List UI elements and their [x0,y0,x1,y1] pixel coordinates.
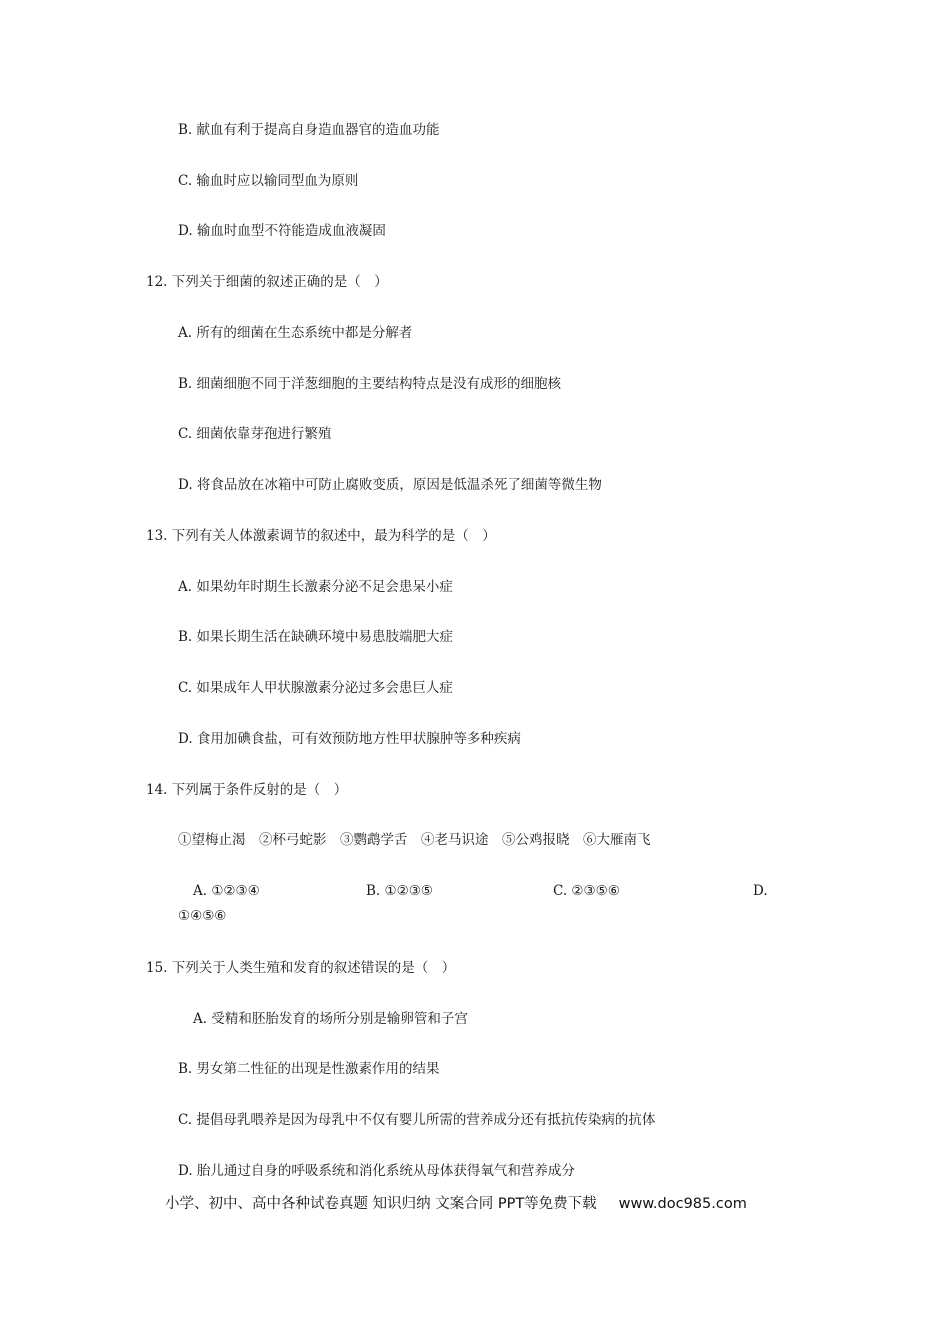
q15-option-c: C. 提倡母乳喂养是因为母乳中不仅有婴儿所需的营养成分还有抵抗传染病的抗体 [178,1112,656,1128]
footer-text: 小学、初中、高中各种试卷真题 知识归纳 文案合同 PPT等免费下载 [165,1196,597,1212]
footer-url[interactable]: www.doc985.com [618,1196,747,1212]
q13-option-a: A. 如果幼年时期生长激素分泌不足会患呆小症 [178,579,453,595]
q11-option-d: D. 输血时血型不符能造成血液凝固 [178,223,386,239]
q14-option-d-label: D. [753,883,768,899]
q12-stem: 12. 下列关于细菌的叙述正确的是（ ） [146,274,388,290]
q13-option-d: D. 食用加碘食盐，可有效预防地方性甲状腺肿等多种疾病 [178,731,521,747]
q14-option-a: A. ①②③④ [193,883,260,899]
q12-option-a: A. 所有的细菌在生态系统中都是分解者 [178,325,413,341]
q11-option-c: C. 输血时应以输同型血为原则 [178,173,359,189]
q14-stem: 14. 下列属于条件反射的是（ ） [146,782,348,798]
q15-stem: 15. 下列关于人类生殖和发育的叙述错误的是（ ） [146,960,456,976]
q14-option-c: C. ②③⑤⑥ [553,883,620,899]
q14-items: ①望梅止渴 ②杯弓蛇影 ③鹦鹉学舌 ④老马识途 ⑤公鸡报晓 ⑥大雁南飞 [178,832,651,848]
q13-option-c: C. 如果成年人甲状腺激素分泌过多会患巨人症 [178,680,453,696]
q12-option-c: C. 细菌依靠芽孢进行繁殖 [178,426,332,442]
q14-option-d-value: ①④⑤⑥ [178,908,227,924]
q15-option-a: A. 受精和胚胎发育的场所分别是输卵管和子宫 [193,1011,468,1027]
q12-option-b: B. 细菌细胞不同于洋葱细胞的主要结构特点是没有成形的细胞核 [178,376,562,392]
q11-option-b: B. 献血有利于提高自身造血器官的造血功能 [178,122,440,138]
q15-option-d: D. 胎儿通过自身的呼吸系统和消化系统从母体获得氧气和营养成分 [178,1163,575,1179]
q14-option-b: B. ①②③⑤ [366,883,433,899]
q12-option-d: D. 将食品放在冰箱中可防止腐败变质，原因是低温杀死了细菌等微生物 [178,477,602,493]
q15-option-b: B. 男女第二性征的出现是性激素作用的结果 [178,1061,440,1077]
q13-stem: 13. 下列有关人体激素调节的叙述中，最为科学的是（ ） [146,528,496,544]
q13-option-b: B. 如果长期生活在缺碘环境中易患肢端肥大症 [178,629,454,645]
page-footer [165,1192,747,1213]
